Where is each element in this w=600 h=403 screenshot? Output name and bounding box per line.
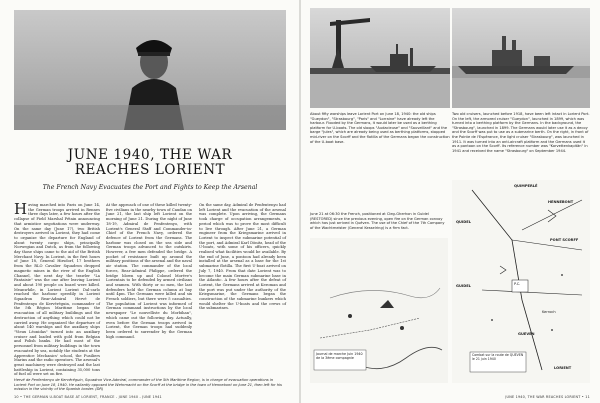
map-label-lorient: LORIENT [554,366,572,370]
caption-middle: June 21 at 06:30 the French, positioned at Cleg-Gherhon in Guidel (RESTORED) since the previous evening, open fire on the German convoy which has just arrived in Quéven. The use of the Chief of the 7th Company of the Wachtmeister (General Kesselring) is a firm fact. [310,212,445,230]
chapter-title [60,148,240,178]
map-title-box: Journal de marche Juin 1940 de la 3ème compagnie [316,352,363,360]
left-footer: 10 • THE GERMAN U-BOAT BASE AT LORIENT, FRANCE - JUNE 1940 - JUNE 1941 [14,395,162,399]
caption-top-left: About fifty warships leave Lorient Port on June 18, 1940: the old ships "Gueydon", "Strasbourg", "Paris" and "Lorraine" have already left the harbour. Flooded by the Germans, it would later be used as a berthing platform for U-boats. The old sloops "Audacieuse" and "Sauveillant" and the barge "Jules", which are already being used as berthing platforms, stopped mid-river on the Scorff and the flotilla of the Germans began the construction of the U-boat base. [310,112,450,144]
map-legend: Combat sur la route de QUEVEN le 21 juin 1940 [472,353,524,361]
harbour-warships-photo [310,8,450,108]
right-page [300,0,600,403]
map-label-quidel: QUIDEL [456,220,472,224]
chapter-title-line1: JUNE 1940, THE WAR [67,147,233,163]
caption-top-right: Two old cruisers, launched before 1918, have been left intact in Lorient Port. On the left, the armored cruiser "Gueydon", launched in 1899, which was turned into a berthing platform by the Germans. In the background, the "Strasbourg", launched in 1899. The Germans would later use it as a decoy and the Scorff was put to use as a submarine berth. On the right, in front of the Pointe de l'Espérance, the light cruiser "Strasbourg", was launched in 1911. It was turned into an anti-aircraft platform and the Germans used it as a pontoon on the Scorff. Its reference number was "Korvettenkapitän" in 1941 and received the name "Strasbourg" on September 1944. [452,112,590,153]
map-label-pont-scorff: PONT SCORFF [550,238,579,242]
book-gutter [299,0,301,403]
body-column-1 [14,200,100,377]
map-label-pc: P.C. [514,282,521,286]
map-label-guidel: GUIDEL [456,284,471,288]
map-label-quimperle: QUIMPERLÉ [514,184,538,188]
chapter-title-line2: REACHES LORIENT [74,162,226,178]
admiral-portrait-photo [14,10,286,130]
tactical-map [452,180,590,383]
right-footer: JUNE 1940, THE WAR REACHES LORIENT • 11 [505,395,590,399]
body-text-col1: aving marched into Paris on June 14, the German troops arrived in Rennes three days later, a few hours after the collapse of Field Marshal Pétain announcing that armistice negotiations were underway. On the same day (June 17), two British destroyers arrived in Lorient, they had come to organize the departure for England of about twenty cargo ships, principally Norwegian and Dutch, as from the following day those ships came to the aid of the British Merchant Navy. In Lorient, in the first hours of June 18, General Hirsdorf, 17 brothers from the RLO Cavalier Squadron dropped magnetic mines in the river of the English Channel, the next day the trawler "La Fantaisie" was the one after leaving Lorient and about 190 people on board were killed. Meanwhile, in Lorient Lorient Dal-carlo reached the harbour speedily in Lorient Squadron Rear-Admiral Hervé de Penfentenyo de Kervéréguin, commander of the 5th Région Maritime began the evacuation of all military buildings and the destruction of anything which could not be carried away. He organized the departure of about 140 warships and the auxiliary ships "Vieux Léonidas" turned into an auxiliary cruiser and loaded with gold from Belgian and Polish banks. He had most of the personnel from military buildings in the town evacuated by sea, notably the students at the Apprentice Mechanics' school, the Fusiliers Marins and the radio operators. The arsenal's great machinery were destroyed and the last battleship in Lorient, containing 35,000 tons of fuel oil were set on fire. [14,203,100,377]
drop-cap: H [14,200,28,218]
body-column-3: On the same day, Admiral de Penfentenyo had left Lorient and the evacuation of the arsenal was complete. Upon arriving, the Germans took charge of occupation arrangements, a period which was to prove the most difficult to live through. After June 21, a German engineer from the Kriegsmarine arrived in Lorient to inspect the submarine potential of the port, and Admiral Karl Dönitz, head of the U-boats, with some of his officers, quickly realised what facilities would be available. By the end of June, a pontoon had already been installed at the arsenal as a base for the 1st submarine flotilla. The first U-boat arrived on July 7, 1940. From that date Lorient was to become the main German submarine base in the Atlantic. A few hours after the defeat of Lorient, the Germans arrived at Keroman and the port was put under the authority of the Kriegsmarine, the Germans began the construction of the submarine bunkers which would shelter the U-boats and the crews of the submarines. [199,203,286,311]
map-label-hennebont: HENNEBONT [548,200,574,204]
portrait-caption: Hervé de Penfentenyo de Kervéréguin, Squadron Vice-Admiral, commander of the 5th Maritime Region, is in charge of evacuation operations in Lorient Port on June 18, 1940. He valiantly opposed the Wehrmacht on the Scorff at the bridge in the town of Hennebont on June 21, then left for his mission in the vicinity of the Spanish border. (DR) [14,378,282,392]
chapter-subtitle: The French Navy Evacuates the Port and Fights to Keep the Arsenal [42,184,258,191]
map-label-gueven: GUEVEN [518,332,535,336]
body-column-2: At the approach of one of these killed twenty-five civilians in the nearby town of Caudan on June 21, the last ship left Lorient on the morning of June 21. During the night of June 18-19, Admiral de Penfentenyo, with Lorient's General Staff and Commander-in-Chief of the French Navy, ordered the defence of Lorient from the Germans. The harbour was closed on the sea side and German troops advanced to the outskirts. However, a few men defended the bridge. A pocket of resistance built up around the military positions of the arsenal and the naval air station. The commander of the local forces, Rear-Admiral Philippe, ordered the bridge blown up and Colonel Moréve's Lorientais to be defended by armed civilians and seamen. With thirty or so men, the last defenders held the German column at bay until 4pm. The Germans were killed and six French soldiers, but there were 5 casualties. The population of Lorient was informed of German command instructions by the local newspaper "Le nouvelliste du Morbihan", which came out the following day. Actually, even before the German troops arrived in Lorient, the German troops had suddenly been ordered to surrender by the German high command. [106,203,192,339]
map-label-kerroch: Kerroch [542,310,556,314]
battle-sketch-map [310,238,448,383]
old-cruisers-photo [452,8,590,108]
